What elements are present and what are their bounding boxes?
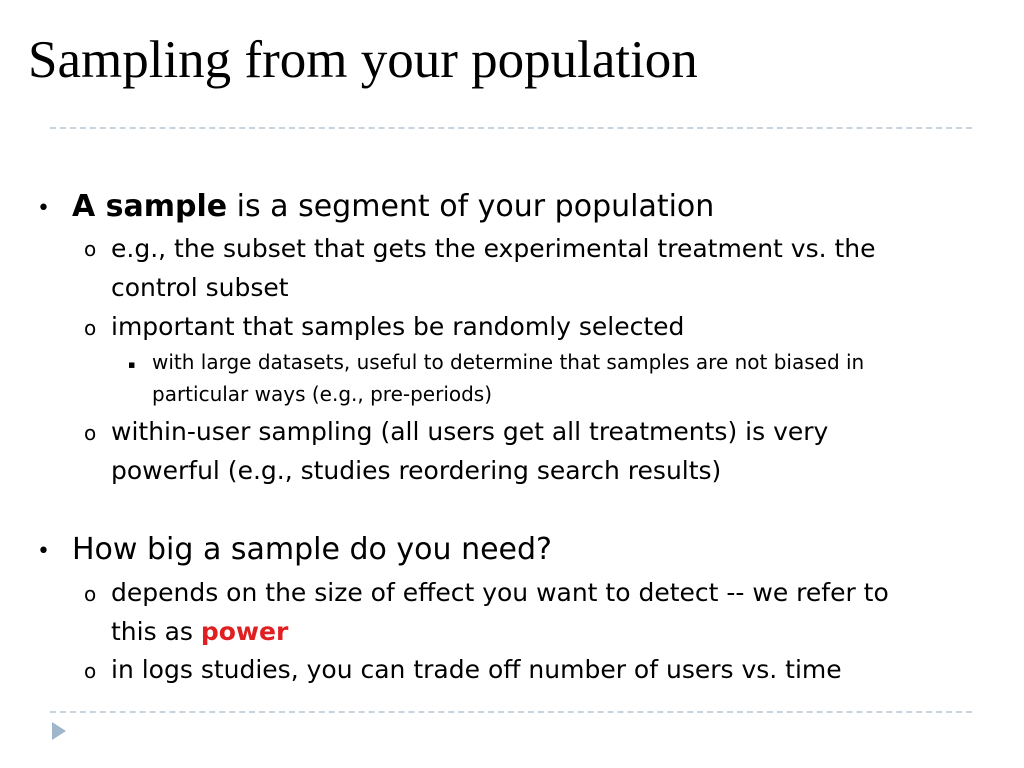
sub-bullet-marker: o [84, 316, 97, 340]
sub-sub-bullet-text: with large datasets, useful to determine that samples are not biased in [152, 350, 865, 374]
title-divider [50, 127, 972, 129]
slide-title: Sampling from your population [28, 31, 698, 89]
bullet-sample-size: How big a sample do you need? [72, 532, 552, 567]
bullet-marker: • [37, 196, 50, 221]
sub-bullet-text: powerful (e.g., studies reordering search results) [111, 456, 722, 485]
sub-bullet-text: in logs studies, you can trade off number of users vs. time [111, 655, 842, 684]
bullet-a-sample [72, 189, 714, 224]
sub-bullet-text [111, 617, 288, 646]
sub-bullet-marker: o [84, 237, 97, 261]
footer-divider [50, 711, 972, 713]
nav-arrow-icon[interactable] [50, 720, 68, 742]
nav-arrow-shape [52, 722, 66, 740]
bullet-text: is a segment of your population [227, 189, 715, 224]
sub-bullet-text: control subset [111, 273, 289, 302]
emphasis-power: power [200, 617, 289, 646]
sub-bullet-marker: o [84, 582, 97, 606]
sub-sub-bullet-marker: ▪ [128, 358, 136, 371]
bold-term: A sample [72, 189, 228, 224]
sub-bullet-text: depends on the size of effect you want to detect -- we refer to [111, 578, 889, 607]
sub-bullet-marker: o [84, 659, 97, 683]
sub-bullet-text: within-user sampling (all users get all treatments) is very [111, 417, 829, 446]
sub-sub-bullet-text: particular ways (e.g., pre-periods) [152, 382, 493, 406]
text-prefix: this as [111, 617, 201, 646]
sub-bullet-text: important that samples be randomly selected [111, 312, 685, 341]
sub-bullet-text: e.g., the subset that gets the experimental treatment vs. the [111, 234, 876, 263]
bullet-marker: • [37, 539, 50, 564]
sub-bullet-marker: o [84, 421, 97, 445]
